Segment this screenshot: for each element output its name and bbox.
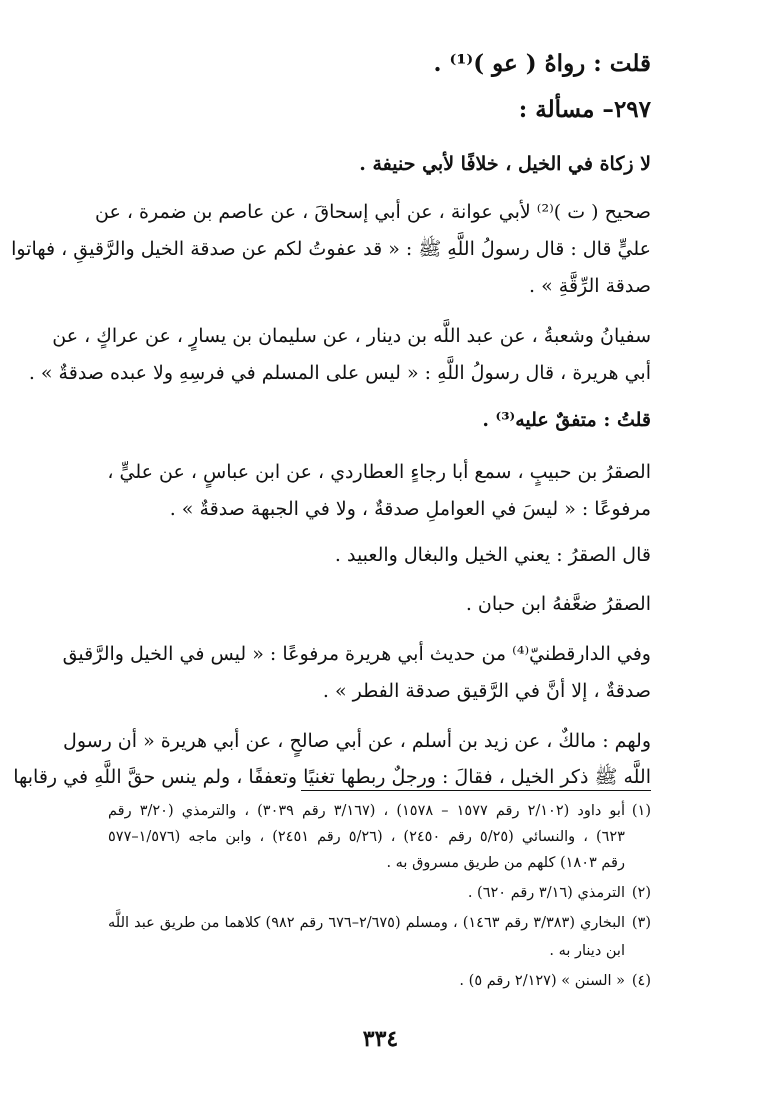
text-line: الصقرُ ضعَّفهُ ابن حبان . xyxy=(465,593,651,615)
text-line: أبي هريرة ، قال رسولُ اللَّهِ : « ليس على المسلم في فرسِهِ ولا عبده صدقةٌ » . xyxy=(28,362,651,384)
text-line: ولهم : مالكٌ ، عن زيد بن أسلم ، عن أبي صالحٍ ، عن أبي هريرة « أن رسول xyxy=(63,730,651,752)
text-line: سفيانُ وشعبةُ ، عن عبد اللَّه بن دينار ، عن سليمان بن يسارٍ ، عن عراكٍ ، عن xyxy=(52,325,651,347)
footnote-line: (٣)البخاري (٣/٣٨٣ رقم ١٤٦٣) ، ومسلم (٢/٦٧٥–٦٧٦ رقم ٩٨٢) كلاهما من طريق عبد اللَّه xyxy=(108,912,651,934)
issue-title: ٢٩٧– مسألة : xyxy=(518,96,651,123)
text-line: وفي الدارقطنيّ⁽⁴⁾ من حديث أبي هريرة مرفوعًا : « ليس في الخيل والرَّقيق xyxy=(62,643,651,665)
footnote-line: (٤)« السنن » (٢/١٢٧ رقم ٥) . xyxy=(108,970,651,992)
footnote-line: (٢)الترمذي (٣/١٦ رقم ٦٢٠) . xyxy=(108,882,651,904)
footnote-line: رقم ١٨٠٣) كلهم من طريق مسروق به . xyxy=(386,855,625,871)
text-line: مرفوعًا : « ليسَ في العواملِ صدقةٌ ، ولا في الجبهة صدقةٌ » . xyxy=(169,498,651,520)
text-line: قال الصقرُ : يعني الخيل والبغال والعبيد . xyxy=(334,544,651,566)
footnote-number: (٤) xyxy=(631,973,651,989)
text-line: صحيح ( ت )⁽²⁾ لأبي عوانة ، عن أبي إسحاقَ ، عن عاصم بن ضمرة ، عن xyxy=(95,201,651,223)
footnote-line: ٦٢٣) ، والنسائي (٥/٢٥ رقم ٢٤٥٠) ، (٥/٢٦ رقم ٢٤٥١) ، وابن ماجه (١/٥٧٦–٥٧٧ xyxy=(108,829,625,845)
footnote-number: (٣) xyxy=(631,915,652,931)
footnote-number: (٢) xyxy=(631,885,651,901)
text-line: عليٍّ قال : قال رسولُ اللَّهِ ﷺ : « قد عفوتُ لكم عن صدقة الخيل والرَّقيقِ ، فهاتوا xyxy=(11,238,651,260)
footnote-line: ابن دينار به . xyxy=(549,943,625,959)
footnote-separator xyxy=(301,790,651,791)
page-number: ٣٣٤ xyxy=(362,1026,399,1052)
text-line: اللَّه ﷺ ذكر الخيل ، فقالَ : ورجلٌ ربطها تغنيًا وتعففًا ، ولم ينس حقَّ اللَّهِ في رقابها xyxy=(13,766,651,788)
text-line: الصقرُ بن حبيبٍ ، سمع أبا رجاءٍ العطاردي ، عن ابن عباسٍ ، عن عليٍّ ، xyxy=(107,461,651,483)
footnote-number: (١) xyxy=(631,803,651,819)
agreed-upon-note: قلتُ : متفقٌ عليه⁽³⁾ . xyxy=(482,409,651,431)
footnote-line: (١)أبو داود (٢/١٠٢ رقم ١٥٧٧ – ١٥٧٨) ، (٣/١٦٧ رقم ٣٠٣٩) ، والترمذي (٣/٢٠ رقم xyxy=(108,800,651,822)
narration-note: قلت : رواهُ ( عو )⁽¹⁾ . xyxy=(433,50,651,77)
text-line: صدقة الرِّقَّةِ » . xyxy=(529,275,651,297)
text-line: صدقةٌ ، إلا أنَّ في الرَّقيق صدقة الفطر » . xyxy=(322,680,651,702)
issue-statement: لا زكاة في الخيل ، خلافًا لأبي حنيفة . xyxy=(359,153,651,175)
